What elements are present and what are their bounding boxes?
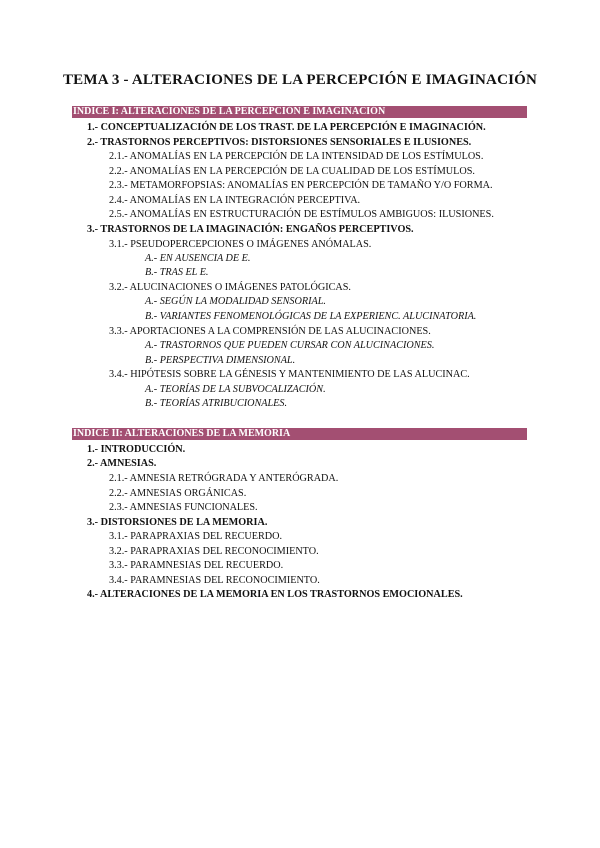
section-heading: 2.- TRASTORNOS PERCEPTIVOS: DISTORSIONES SENSORIALES E ILUSIONES. [87,137,472,148]
sub-subsection-item: B.- TEORÍAS ATRIBUCIONALES. [145,398,288,409]
sub-subsection-item: A.- EN AUSENCIA DE E. [145,253,251,264]
subsection-item: 2.1.- ANOMALÍAS EN LA PERCEPCIÓN DE LA INTENSIDAD DE LOS ESTÍMULOS. [109,151,484,162]
subsection-item: 3.1.- PARAPRAXIAS DEL RECUERDO. [109,531,283,542]
subsection-item: 2.3.- METAMORFOPSIAS: ANOMALÍAS EN PERCEPCIÓN DE TAMAÑO Y/O FORMA. [109,180,493,191]
section-heading: 3.- TRASTORNOS DE LA IMAGINACIÓN: ENGAÑOS PERCEPTIVOS. [87,224,414,235]
index-1-header: INDICE I: ALTERACIONES DE LA PERCEPCIÓN E IMAGINACIÓN [72,106,527,118]
subsection-item: 3.2.- PARAPRAXIAS DEL RECONOCIMIENTO. [109,546,319,557]
section-heading: 1.- INTRODUCCIÓN. [87,444,186,455]
subsection-item: 2.1.- AMNESIA RETRÓGRADA Y ANTERÓGRADA. [109,473,339,484]
subsection-item: 2.5.- ANOMALÍAS EN ESTRUCTURACIÓN DE ESTÍMULOS AMBIGUOS: ILUSIONES. [109,209,494,220]
sub-subsection-item: B.- VARIANTES FENOMENOLÓGICAS DE LA EXPERIENC. ALUCINATORIA. [145,311,477,322]
section-heading: 2.- AMNESIAS. [87,458,157,469]
subsection-item: 2.2.- ANOMALÍAS EN LA PERCEPCIÓN DE LA CUALIDAD DE LOS ESTÍMULOS. [109,166,475,177]
subsection-item: 3.4.- PARAMNESIAS DEL RECONOCIMIENTO. [109,575,320,586]
subsection-item: 3.3.- PARAMNESIAS DEL RECUERDO. [109,560,284,571]
document-title: TEMA 3 - ALTERACIONES DE LA PERCEPCIÓN E IMAGINACIÓN [62,72,538,88]
section-heading: 4.- ALTERACIONES DE LA MEMORIA EN LOS TRASTORNOS EMOCIONALES. [87,589,463,600]
subsection-item: 3.1.- PSEUDOPERCEPCIONES O IMÁGENES ANÓMALAS. [109,239,372,250]
sub-subsection-item: A.- TEORÍAS DE LA SUBVOCALIZACIÓN. [145,384,326,395]
subsection-item: 3.4.- HIPÓTESIS SOBRE LA GÉNESIS Y MANTENIMIENTO DE LAS ALUCINAC. [109,369,470,380]
subsection-item: 2.3.- AMNESIAS FUNCIONALES. [109,502,258,513]
section-heading: 1.- CONCEPTUALIZACIÓN DE LOS TRAST. DE LA PERCEPCIÓN E IMAGINACIÓN. [87,122,486,133]
subsection-item: 2.4.- ANOMALÍAS EN LA INTEGRACIÓN PERCEPTIVA. [109,195,361,206]
subsection-item: 2.2.- AMNESIAS ORGÁNICAS. [109,488,247,499]
sub-subsection-item: A.- TRASTORNOS QUE PUEDEN CURSAR CON ALUCINACIONES. [145,340,435,351]
section-heading: 3.- DISTORSIONES DE LA MEMORIA. [87,517,268,528]
subsection-item: 3.3.- APORTACIONES A LA COMPRENSIÓN DE LAS ALUCINACIONES. [109,326,431,337]
subsection-item: 3.2.- ALUCINACIONES O IMÁGENES PATOLÓGICAS. [109,282,351,293]
sub-subsection-item: B.- PERSPECTIVA DIMENSIONAL. [145,355,296,366]
sub-subsection-item: A.- SEGÚN LA MODALIDAD SENSORIAL. [145,296,326,307]
index-2-header: INDICE II: ALTERACIONES DE LA MEMORIA [72,428,527,440]
sub-subsection-item: B.- TRAS EL E. [145,267,209,278]
